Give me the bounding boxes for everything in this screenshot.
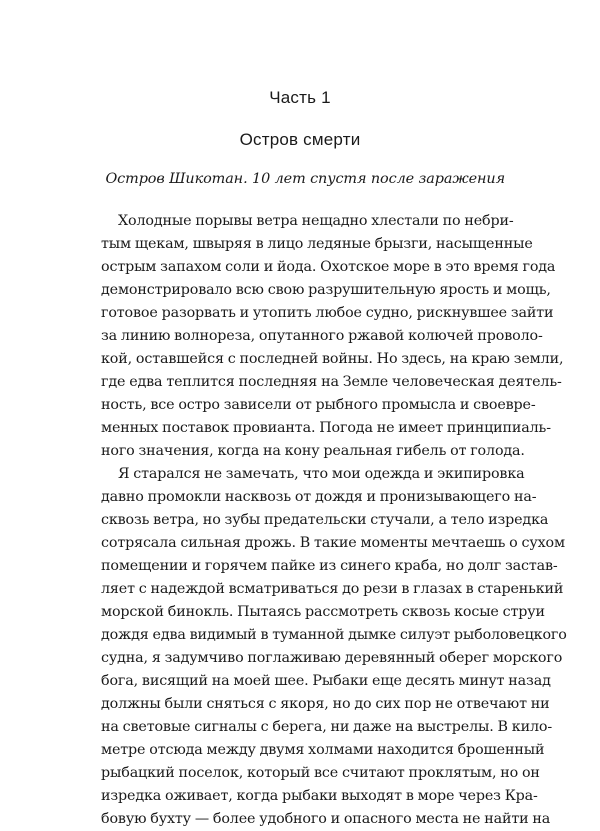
text-line: острым запахом соли и йода. Охотское море в это время года [101, 259, 556, 275]
text-line: изредка оживает, когда рыбаки выходят в море через Кра- [101, 788, 538, 804]
text-line: демонстрировало всю свою разрушительную ярость и мощь, [101, 282, 551, 298]
text-line: морской бинокль. Пытаясь рассмотреть сквозь косые струи [101, 604, 545, 620]
text-line: сотрясала сильная дрожь. В такие моменты мечтаешь о сухом [101, 535, 565, 551]
text-line: Холодные порывы ветра нещадно хлестали по небри- [118, 213, 514, 229]
epigraph: Остров Шикотан. 10 лет спустя после заражения [105, 171, 505, 187]
text-line: дождя едва видимый в туманной дымке силуэт рыболовецкого [101, 627, 567, 643]
text-line: Я старался не замечать, что мои одежда и экипировка [118, 466, 525, 482]
text-line: рыбацкий поселок, который все считают проклятым, но он [101, 765, 540, 781]
text-line: ность, все остро зависели от рыбного промысла и своевре- [101, 397, 536, 413]
chapter-title: Остров смерти [239, 130, 361, 149]
body-text [101, 210, 567, 831]
text-line: должны были сняться с якоря, но до сих пор не отвечают ни [101, 696, 550, 712]
text-line: помещении и горячем пайке из синего краба, но долг застав- [101, 558, 558, 574]
text-line: за линию волнореза, опутанного ржавой колючей проволо- [101, 328, 543, 344]
text-line: сквозь ветра, но зубы предательски стучали, а тело изредка [101, 512, 549, 528]
text-line: давно промокли насквозь от дождя и пронизывающего на- [101, 489, 537, 505]
text-line: готовое разорвать и утопить любое судно, рискнувшее зайти [101, 305, 554, 321]
text-line: бовую бухту — более удобного и опасного места не найти на [101, 811, 551, 827]
text-line: бога, висящий на моей шее. Рыбаки еще десять минут назад [101, 673, 551, 689]
text-line: ного значения, когда на кону реальная гибель от голода. [101, 443, 525, 459]
text-line: метре отсюда между двумя холмами находится брошенный [101, 742, 545, 758]
text-line: ляет с надеждой всматриваться до рези в глазах в старенький [101, 581, 564, 597]
text-line: тым щекам, швыряя в лицо ледяные брызги, насыщенные [101, 236, 533, 252]
text-line: судна, я задумчиво поглаживаю деревянный оберег морского [101, 650, 563, 666]
text-line: на световые сигналы с берега, ни даже на выстрелы. В кило- [101, 719, 553, 735]
part-title: Часть 1 [269, 88, 331, 107]
text-line: менных поставок провианта. Погода не имеет принципиаль- [101, 420, 551, 436]
text-line: где едва теплится последняя на Земле человеческая деятель- [101, 374, 562, 390]
text-line: кой, оставшейся с последней войны. Но здесь, на краю земли, [101, 351, 564, 367]
